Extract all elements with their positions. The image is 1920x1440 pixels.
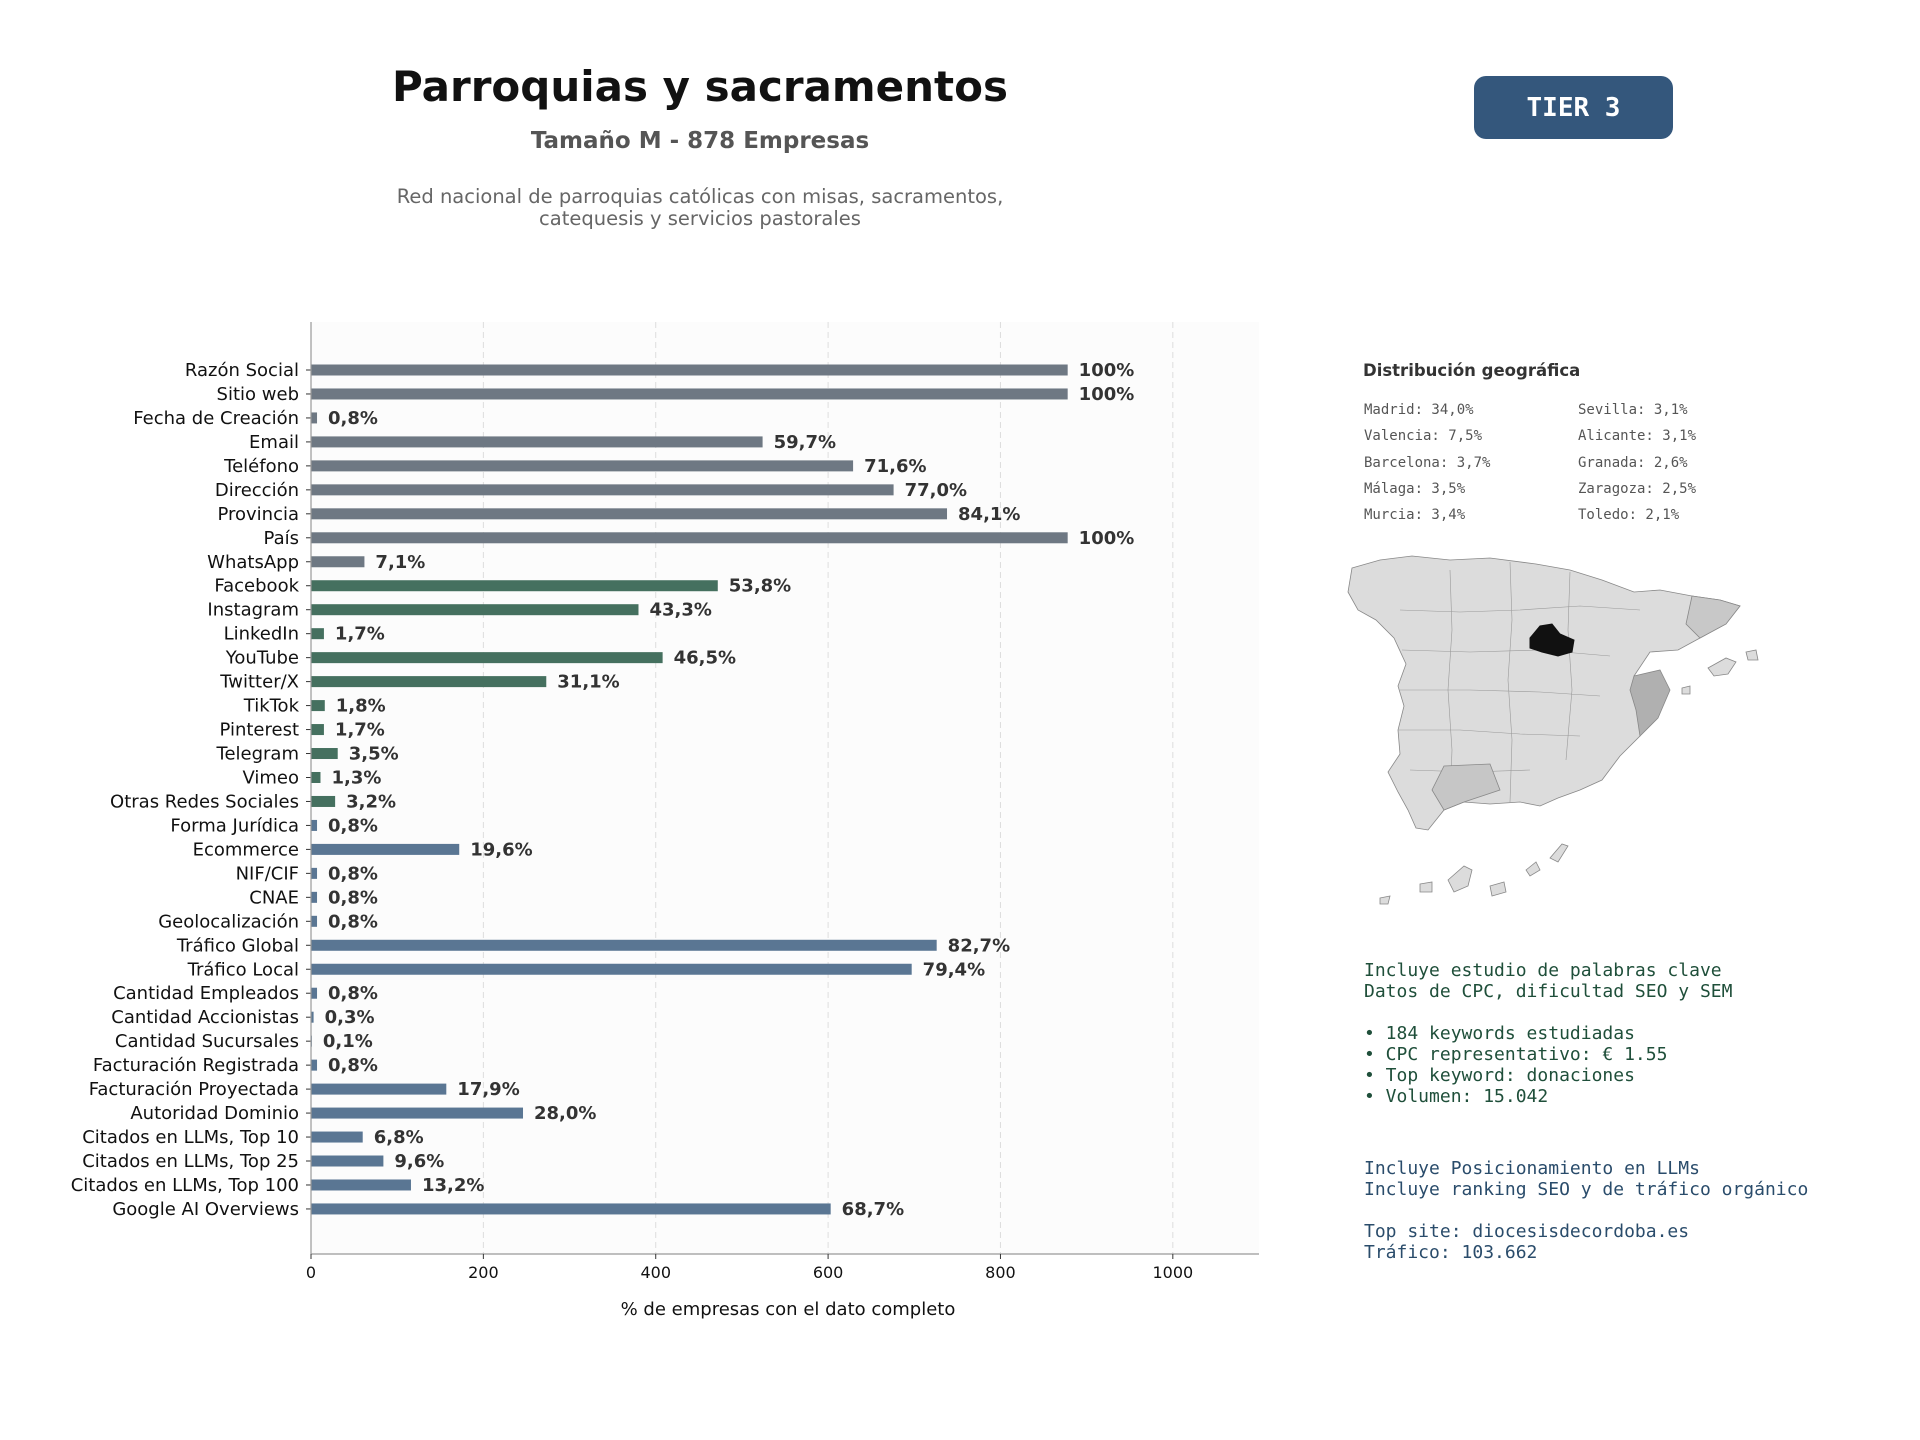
seo-bullet: • CPC representativo: € 1.55 [1364,1044,1668,1065]
bar [311,820,317,831]
bar [311,365,1068,376]
llm-line-1: Incluye Posicionamiento en LLMs [1364,1158,1700,1179]
data-label: 59,7% [773,431,837,453]
data-label: 0,8% [328,1055,378,1077]
seo-bullet: • Volumen: 15.042 [1364,1086,1549,1107]
data-label: 46,5% [673,647,737,669]
bar [311,988,317,999]
category-label: NIF/CIF [235,863,299,885]
geo-entry: Sevilla: 3,1% [1578,402,1688,418]
bar [311,700,325,711]
category-label: Dirección [214,479,299,501]
data-label: 0,8% [328,983,378,1005]
bar [311,916,317,927]
geo-entry: Granada: 2,6% [1578,455,1688,471]
category-label: Teléfono [224,455,299,477]
category-label: Facturación Registrada [92,1055,299,1077]
bar [311,412,317,423]
data-label: 79,4% [922,959,986,981]
seo-bullet: • 184 keywords estudiadas [1364,1023,1635,1044]
x-tick-label: 1000 [1152,1263,1194,1282]
bar [311,676,546,687]
bar [311,844,459,855]
category-label: Sitio web [216,383,299,405]
data-label: 19,6% [470,839,533,861]
category-label: Facturación Proyectada [88,1079,299,1101]
data-label: 0,8% [328,887,378,909]
x-tick-label: 0 [305,1263,317,1282]
data-label: 84,1% [958,503,1021,525]
category-label: YouTube [225,647,299,669]
data-label: 1,3% [331,767,382,789]
x-axis-label: % de empresas con el dato completo [620,1299,956,1320]
map-region-catalonia [1686,596,1740,638]
bar [311,436,763,447]
map-mainland [1348,556,1740,830]
data-label: 71,6% [864,455,927,477]
data-label: 0,8% [328,863,378,885]
bar [311,1060,317,1071]
chart-title: Parroquias y sacramentos [392,62,1008,111]
bar [311,1132,363,1143]
data-label: 1,7% [334,623,385,645]
category-label: Pinterest [219,719,299,741]
seo-bullet: • Top keyword: donaciones [1364,1065,1635,1086]
geo-entry: Alicante: 3,1% [1578,428,1697,444]
bar [311,484,894,495]
data-label: 68,7% [841,1198,905,1220]
geo-entry: Toledo: 2,1% [1578,507,1680,523]
x-tick-label: 400 [640,1263,672,1282]
category-label: Citados en LLMs, Top 25 [82,1151,299,1173]
geo-entry: Murcia: 3,4% [1364,507,1466,523]
data-label: 0,1% [322,1031,373,1053]
bar [311,652,663,663]
seo-line-2: Datos de CPC, dificultad SEO y SEM [1364,981,1733,1002]
data-label: 100% [1078,383,1135,405]
geo-entry: Málaga: 3,5% [1364,481,1466,497]
description-line-1: Red nacional de parroquias católicas con misas, sacramentos, [396,185,1004,208]
chart-subtitle: Tamaño M - 878 Empresas [530,128,870,154]
data-label: 77,0% [904,479,968,501]
seo-line-1: Incluye estudio de palabras clave [1364,960,1722,981]
map-region [1348,556,1740,830]
category-label: Instagram [207,599,299,621]
category-label: Tráfico Local [187,959,299,981]
geo-entry: Zaragoza: 2,5% [1578,481,1697,497]
geo-entry: Madrid: 34,0% [1364,402,1474,418]
data-label: 0,8% [328,815,378,837]
data-label: 13,2% [421,1174,485,1196]
category-label: Ecommerce [192,839,299,861]
bar [311,868,317,879]
category-label: Geolocalización [158,911,299,933]
bar [311,724,324,735]
data-label: 0,3% [324,1007,375,1029]
geo-entry: Barcelona: 3,7% [1364,455,1491,471]
category-label: Citados en LLMs, Top 100 [70,1174,299,1196]
data-label: 100% [1078,527,1135,549]
category-label: WhatsApp [207,551,299,573]
category-label: Tráfico Global [176,935,299,957]
bar [311,508,947,519]
category-label: Telegram [216,743,299,765]
seo-info [1364,960,1732,1107]
bar [311,1203,831,1214]
data-label: 43,3% [649,599,712,621]
category-label: Vimeo [242,767,299,789]
bar-chart [0,300,1300,1360]
data-label: 1,7% [334,719,385,741]
bar [311,604,638,615]
x-tick-label: 200 [468,1263,499,1282]
tier-badge: TIER 3 [1474,76,1673,139]
bar [311,1179,411,1190]
bar [311,772,320,783]
category-label: LinkedIn [223,623,299,645]
category-label: Forma Jurídica [170,815,299,837]
bar [311,532,1068,543]
bar [311,796,335,807]
spain-map [1340,540,1860,920]
bar [311,628,324,639]
category-label: Cantidad Sucursales [114,1031,299,1053]
category-label: Razón Social [184,360,299,381]
data-label: 17,9% [457,1079,520,1101]
x-tick-label: 800 [985,1263,1016,1282]
data-label: 100% [1078,360,1135,381]
bar [311,964,912,975]
category-label: País [263,527,299,549]
x-tick-label: 600 [812,1263,844,1282]
chart-description [300,186,1100,230]
category-label: Facebook [214,575,299,597]
llm-info [1364,1158,1808,1263]
category-label: Fecha de Creación [133,407,299,429]
bar [311,940,937,951]
category-label: Otras Redes Sociales [110,791,299,813]
bar [311,460,853,471]
category-label: Email [249,431,299,453]
data-label: 53,8% [728,575,792,597]
bar [311,748,338,759]
bar [311,1108,523,1119]
llm-line-2: Incluye ranking SEO y de tráfico orgánico [1364,1179,1809,1200]
category-label: Cantidad Empleados [113,983,299,1005]
geo-distribution-title: Distribución geográfica [1363,361,1581,380]
geo-entry: Valencia: 7,5% [1364,428,1483,444]
map-balearic-islands [1682,650,1758,694]
bar [311,892,317,903]
description-line-2: catequesis y servicios pastorales [539,207,861,230]
bar [311,580,718,591]
category-label: Provincia [217,503,299,525]
category-label: TikTok [243,695,299,717]
category-label: Twitter/X [220,671,299,693]
map-canary-islands [1380,844,1568,904]
data-label: 3,5% [348,743,399,765]
bar [311,1084,446,1095]
data-label: 0,8% [328,407,378,429]
data-label: 82,7% [947,935,1011,957]
data-label: 3,2% [346,791,397,813]
category-label: CNAE [249,887,299,909]
llm-traffic: Tráfico: 103.662 [1364,1242,1538,1263]
data-label: 28,0% [534,1103,597,1125]
data-label: 7,1% [375,551,426,573]
category-label: Google AI Overviews [112,1198,299,1220]
data-label: 9,6% [394,1151,445,1173]
llm-top-site: Top site: diocesisdecordoba.es [1364,1221,1690,1242]
category-label: Autoridad Dominio [130,1103,299,1125]
data-label: 6,8% [373,1127,424,1149]
data-label: 31,1% [557,671,620,693]
category-label: Citados en LLMs, Top 10 [82,1127,299,1149]
bar [311,556,364,567]
bar [311,388,1068,399]
data-label: 0,8% [328,911,378,933]
data-label: 1,8% [335,695,386,717]
bar [311,1156,383,1167]
category-label: Cantidad Accionistas [111,1007,299,1029]
